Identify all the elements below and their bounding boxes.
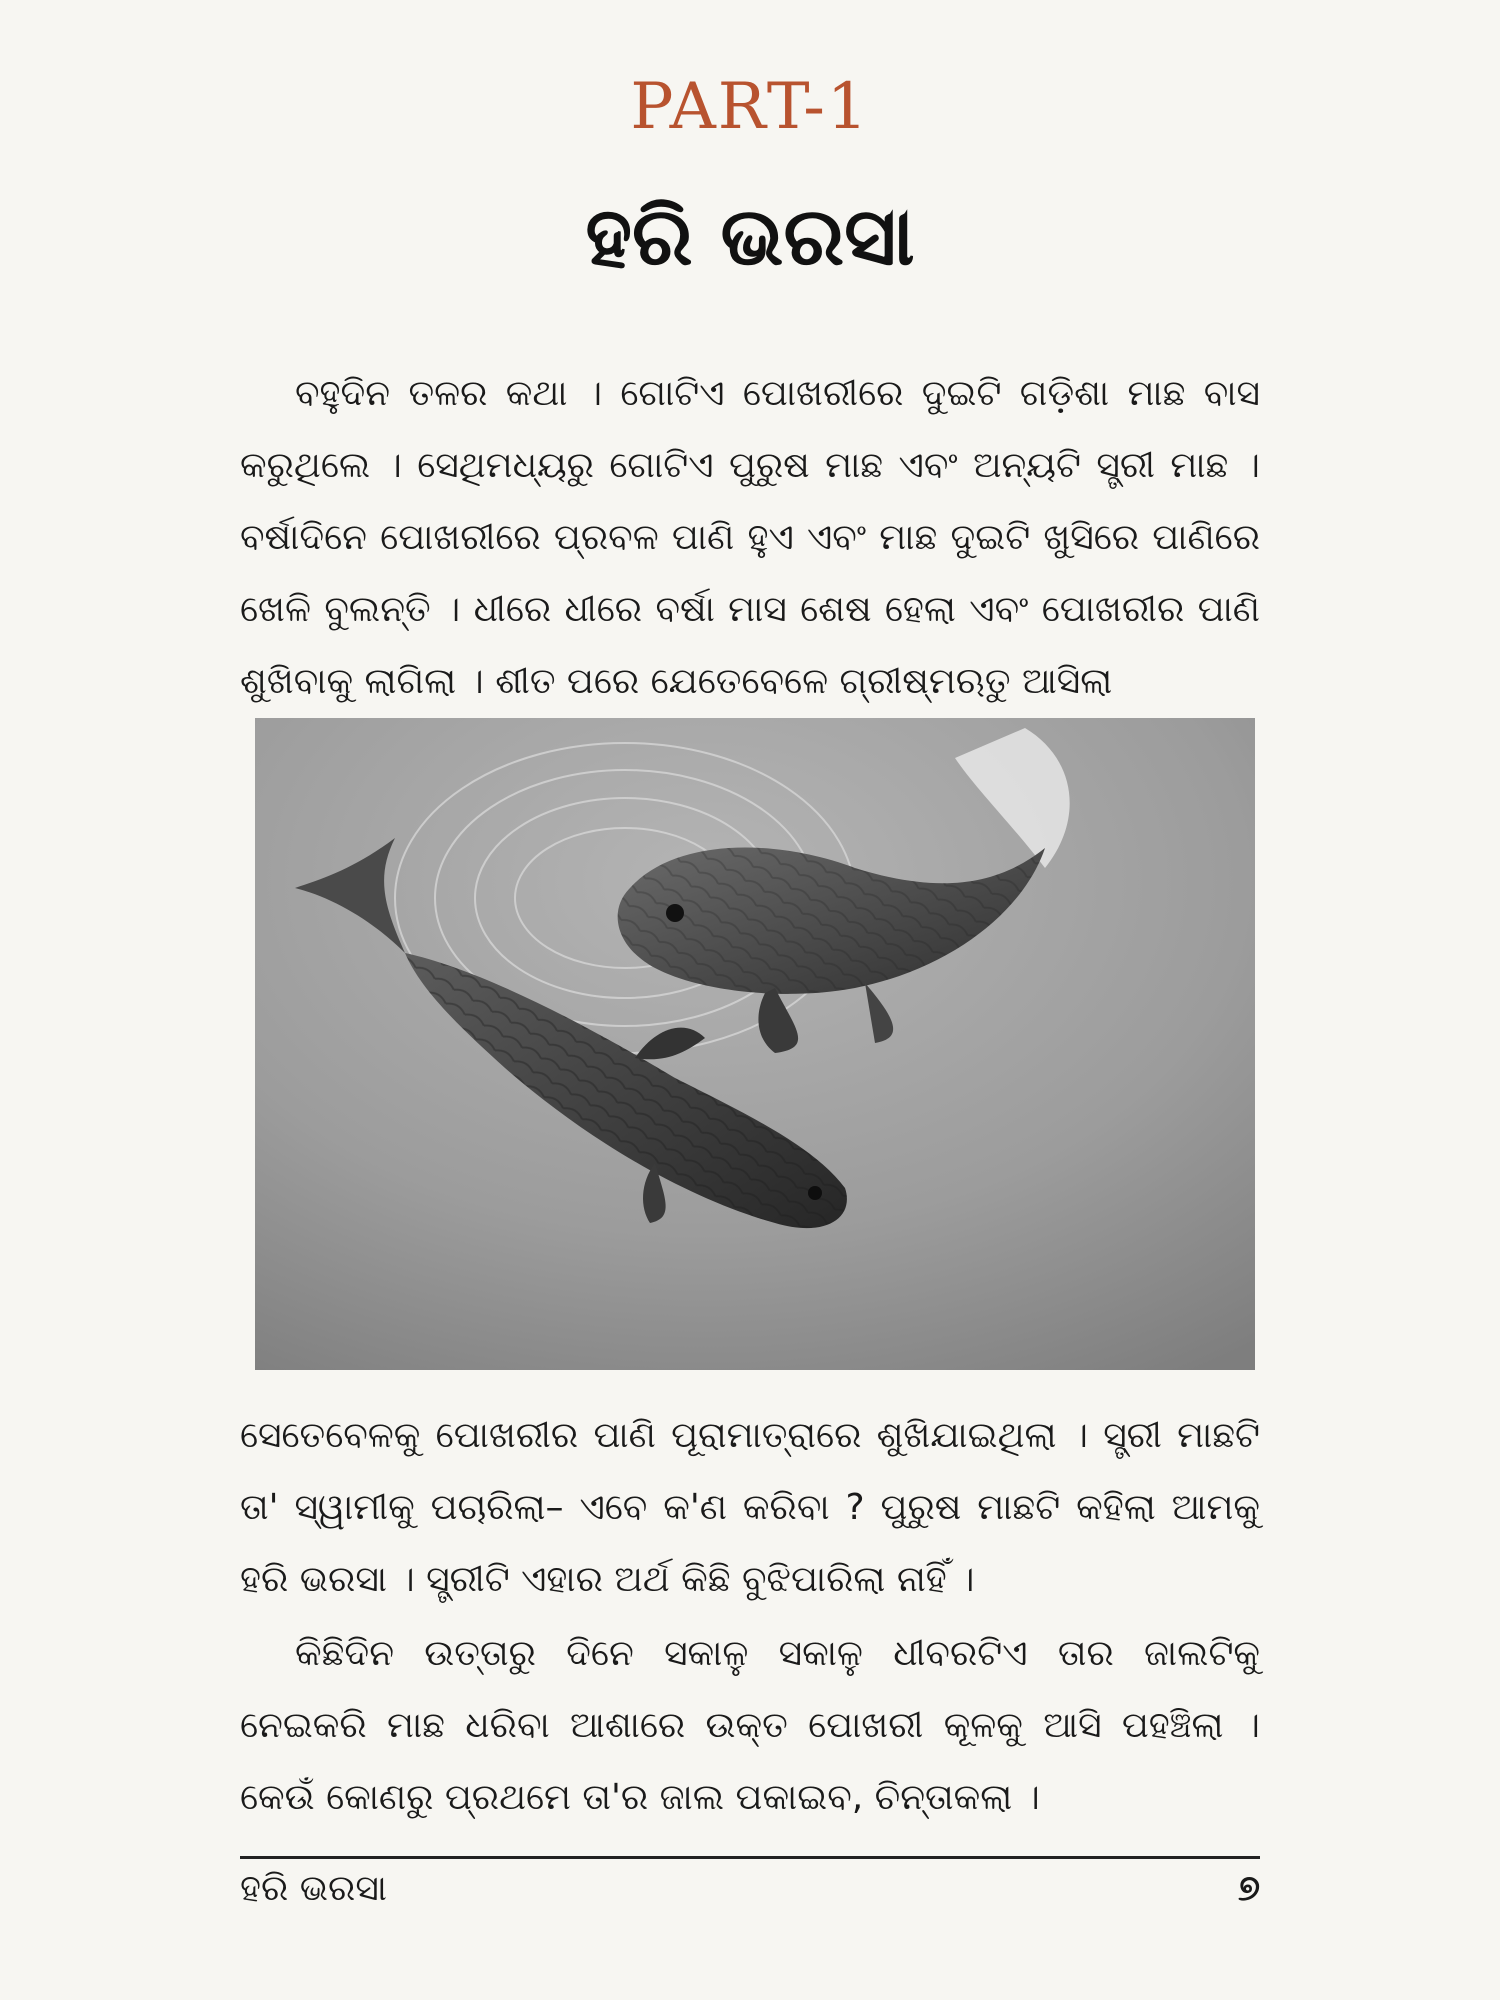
upper-fish-eye xyxy=(666,904,684,922)
footer-running-title: ହରି ଭରସା xyxy=(240,1868,388,1909)
story-title: ହରି ଭରସା xyxy=(585,190,915,283)
page-number: ୭ xyxy=(1237,1868,1260,1909)
lower-fish-eye xyxy=(808,1186,822,1200)
water-surface xyxy=(255,718,1255,1370)
story-paragraph-2: ସେତେବେଳକୁ ପୋଖରୀର ପାଣି ପୂରାମାତ୍ରାରେ ଶୁଖିଯାଇଥିଲା । ସ୍ତ୍ରୀ ମାଛଟି ତା' ସ୍ୱାମୀକୁ ପଚାରିଲା– ଏବେ କ'ଣ କରିବା ? ପୁରୁଷ ମାଛଟି କହିଲା ଆମକୁ ହରି ଭରସା । ସ୍ତ୍ରୀଟି ଏହାର ଅର୍ଥ କିଛି ବୁଝିପାରିଲା ନାହିଁ । xyxy=(240,1415,1260,1600)
part-label: PART-1 xyxy=(630,70,870,144)
fish-illustration-svg xyxy=(255,718,1255,1370)
story-paragraph-1: ବହୁଦିନ ତଳର କଥା । ଗୋଟିଏ ପୋଖରୀରେ ଦୁଇଟି ଗଡ଼ିଶା ମାଛ ବାସ କରୁଥିଲେ । ସେଥିମଧ୍ୟରୁ ଗୋଟିଏ ପୁରୁଷ ମାଛ ଏବଂ ଅନ୍ୟଟି ସ୍ତ୍ରୀ ମାଛ । ବର୍ଷାଦିନେ ପୋଖରୀରେ ପ୍ରବଳ ପାଣି ହୁଏ ଏବଂ ମାଛ ଦୁଇଟି ଖୁସିରେ ପାଣିରେ ଖେଳି ବୁଲନ୍ତି । ଧୀରେ ଧୀରେ ବର୍ଷା ମାସ ଶେଷ ହେଲା ଏବଂ ପୋଖରୀର ପାଣି ଶୁଖିବାକୁ ଲାଗିଲା । ଶୀତ ପରେ ଯେତେବେଳେ ଗ୍ରୀଷ୍ମଋତୁ ଆସିଲା xyxy=(240,373,1260,702)
footer-divider xyxy=(240,1856,1260,1859)
fish-illustration xyxy=(255,718,1255,1370)
story-paragraph-3: କିଛିଦିନ ଉତ୍ତାରୁ ଦିନେ ସକାଳୁ ସକାଳୁ ଧୀବରଟିଏ ତାର ଜାଲଟିକୁ ନେଇକରି ମାଛ ଧରିବା ଆଶାରେ ଉକ୍ତ ପୋଖରୀ କୂଳକୁ ଆସି ପହଞ୍ଚିଲା । କେଉଁ କୋଣରୁ ପ୍ରଥମେ ତା'ର ଜାଲ ପକାଇବ, ଚିନ୍ତାକଲା । xyxy=(240,1633,1260,1818)
